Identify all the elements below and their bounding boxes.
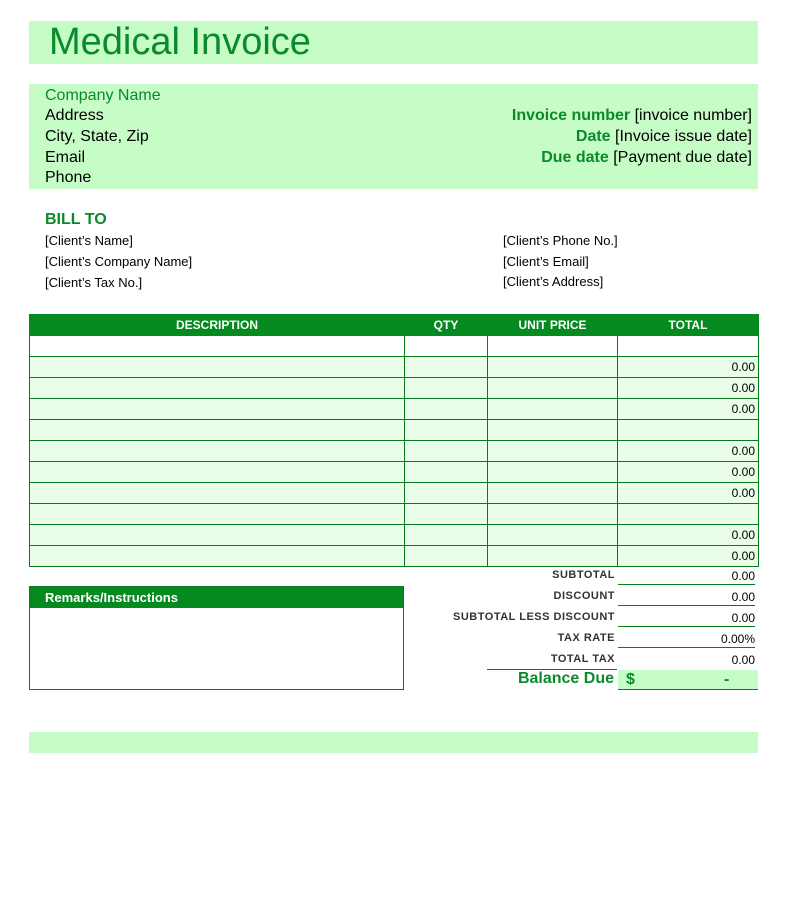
- cell-qty[interactable]: [405, 399, 488, 420]
- cell-qty[interactable]: [405, 462, 488, 483]
- invoice-date-row: [576, 127, 752, 147]
- currency-symbol: $: [626, 671, 635, 688]
- footer-band: [29, 732, 758, 753]
- cell-unit-price[interactable]: [488, 546, 618, 567]
- subtotal-label: SUBTOTAL: [552, 569, 615, 581]
- company-email: Email: [45, 149, 86, 166]
- table-row: [30, 336, 759, 357]
- company-name: Company Name: [45, 87, 161, 104]
- discount-value[interactable]: 0.00: [618, 590, 755, 606]
- cell-total[interactable]: 0.00: [618, 546, 759, 567]
- discount-label: DISCOUNT: [553, 590, 615, 602]
- cell-qty[interactable]: [405, 441, 488, 462]
- invoice-number-value: [invoice number]: [634, 107, 752, 124]
- cell-total[interactable]: 0.00: [618, 441, 759, 462]
- cell-unit-price[interactable]: [488, 483, 618, 504]
- client-phone: [Client’s Phone No.]: [503, 233, 618, 248]
- cell-unit-price[interactable]: [488, 399, 618, 420]
- cell-total[interactable]: 0.00: [618, 378, 759, 399]
- items-table: [29, 314, 759, 567]
- cell-qty[interactable]: [405, 546, 488, 567]
- invoice-number-row: [512, 106, 752, 126]
- cell-total[interactable]: 0.00: [618, 462, 759, 483]
- cell-description[interactable]: [30, 336, 405, 357]
- items-body: [30, 336, 759, 567]
- total-tax-value: 0.00: [731, 653, 755, 667]
- table-header-row: [30, 315, 759, 336]
- cell-total[interactable]: 0.00: [618, 357, 759, 378]
- header-total: TOTAL: [618, 315, 759, 336]
- cell-unit-price[interactable]: [488, 336, 618, 357]
- table-row: [30, 483, 759, 504]
- cell-qty[interactable]: [405, 378, 488, 399]
- cell-total[interactable]: 0.00: [618, 399, 759, 420]
- cell-unit-price[interactable]: [488, 462, 618, 483]
- table-row: [30, 525, 759, 546]
- header-description: DESCRIPTION: [30, 315, 405, 336]
- balance-due-label: Balance Due: [517, 670, 614, 687]
- company-address: Address: [45, 107, 104, 124]
- total-tax-label: TOTAL TAX: [550, 653, 615, 665]
- cell-description[interactable]: [30, 546, 405, 567]
- cell-unit-price[interactable]: [488, 378, 618, 399]
- cell-description[interactable]: [30, 357, 405, 378]
- client-email: [Client’s Email]: [503, 254, 589, 269]
- table-row: [30, 420, 759, 441]
- due-date-row: [541, 148, 752, 168]
- subtotal-less-value: 0.00: [618, 611, 755, 627]
- remarks-box[interactable]: [29, 586, 404, 690]
- cell-total[interactable]: [618, 504, 759, 525]
- table-row: [30, 357, 759, 378]
- cell-total[interactable]: 0.00: [618, 525, 759, 546]
- cell-total[interactable]: [618, 420, 759, 441]
- client-address: [Client’s Address]: [503, 274, 604, 289]
- tax-rate-label: TAX RATE: [557, 632, 615, 644]
- table-row: [30, 546, 759, 567]
- cell-description[interactable]: [30, 504, 405, 525]
- cell-description[interactable]: [30, 462, 405, 483]
- tax-rate-value[interactable]: 0.00%: [618, 632, 755, 648]
- subtotal-less-label: SUBTOTAL LESS DISCOUNT: [453, 611, 615, 623]
- cell-qty[interactable]: [405, 504, 488, 525]
- cell-unit-price[interactable]: [488, 420, 618, 441]
- due-date-value: [Payment due date]: [613, 149, 752, 166]
- client-name: [Client’s Name]: [45, 233, 133, 248]
- table-row: [30, 441, 759, 462]
- invoice-number-label: Invoice number: [511, 107, 631, 124]
- table-row: [30, 399, 759, 420]
- bill-to-heading: BILL TO: [45, 211, 107, 228]
- client-company: [Client’s Company Name]: [45, 254, 193, 269]
- cell-qty[interactable]: [405, 483, 488, 504]
- company-city: City, State, Zip: [45, 128, 149, 145]
- company-phone: Phone: [45, 169, 92, 186]
- cell-unit-price[interactable]: [488, 525, 618, 546]
- cell-unit-price[interactable]: [488, 357, 618, 378]
- cell-description[interactable]: [30, 399, 405, 420]
- cell-qty[interactable]: [405, 357, 488, 378]
- balance-due-box: [618, 670, 758, 690]
- invoice-date-label: Date: [575, 128, 611, 145]
- balance-due-value: -: [724, 671, 730, 688]
- cell-qty[interactable]: [405, 525, 488, 546]
- header-qty: QTY: [405, 315, 488, 336]
- invoice-date-value: [Invoice issue date]: [615, 128, 752, 145]
- client-tax: [Client’s Tax No.]: [45, 275, 143, 290]
- table-row: [30, 462, 759, 483]
- subtotal-value: 0.00: [618, 569, 755, 585]
- table-row: [30, 504, 759, 525]
- remarks-heading: Remarks/Instructions: [30, 587, 403, 608]
- cell-description[interactable]: [30, 483, 405, 504]
- header-unit-price: UNIT PRICE: [488, 315, 618, 336]
- table-row: [30, 378, 759, 399]
- cell-total[interactable]: [618, 336, 759, 357]
- cell-qty[interactable]: [405, 420, 488, 441]
- cell-description[interactable]: [30, 420, 405, 441]
- cell-description[interactable]: [30, 525, 405, 546]
- cell-qty[interactable]: [405, 336, 488, 357]
- cell-unit-price[interactable]: [488, 504, 618, 525]
- cell-unit-price[interactable]: [488, 441, 618, 462]
- cell-description[interactable]: [30, 378, 405, 399]
- due-date-label: Due date: [541, 149, 609, 166]
- cell-total[interactable]: 0.00: [618, 483, 759, 504]
- page-title: Medical Invoice: [49, 21, 311, 63]
- cell-description[interactable]: [30, 441, 405, 462]
